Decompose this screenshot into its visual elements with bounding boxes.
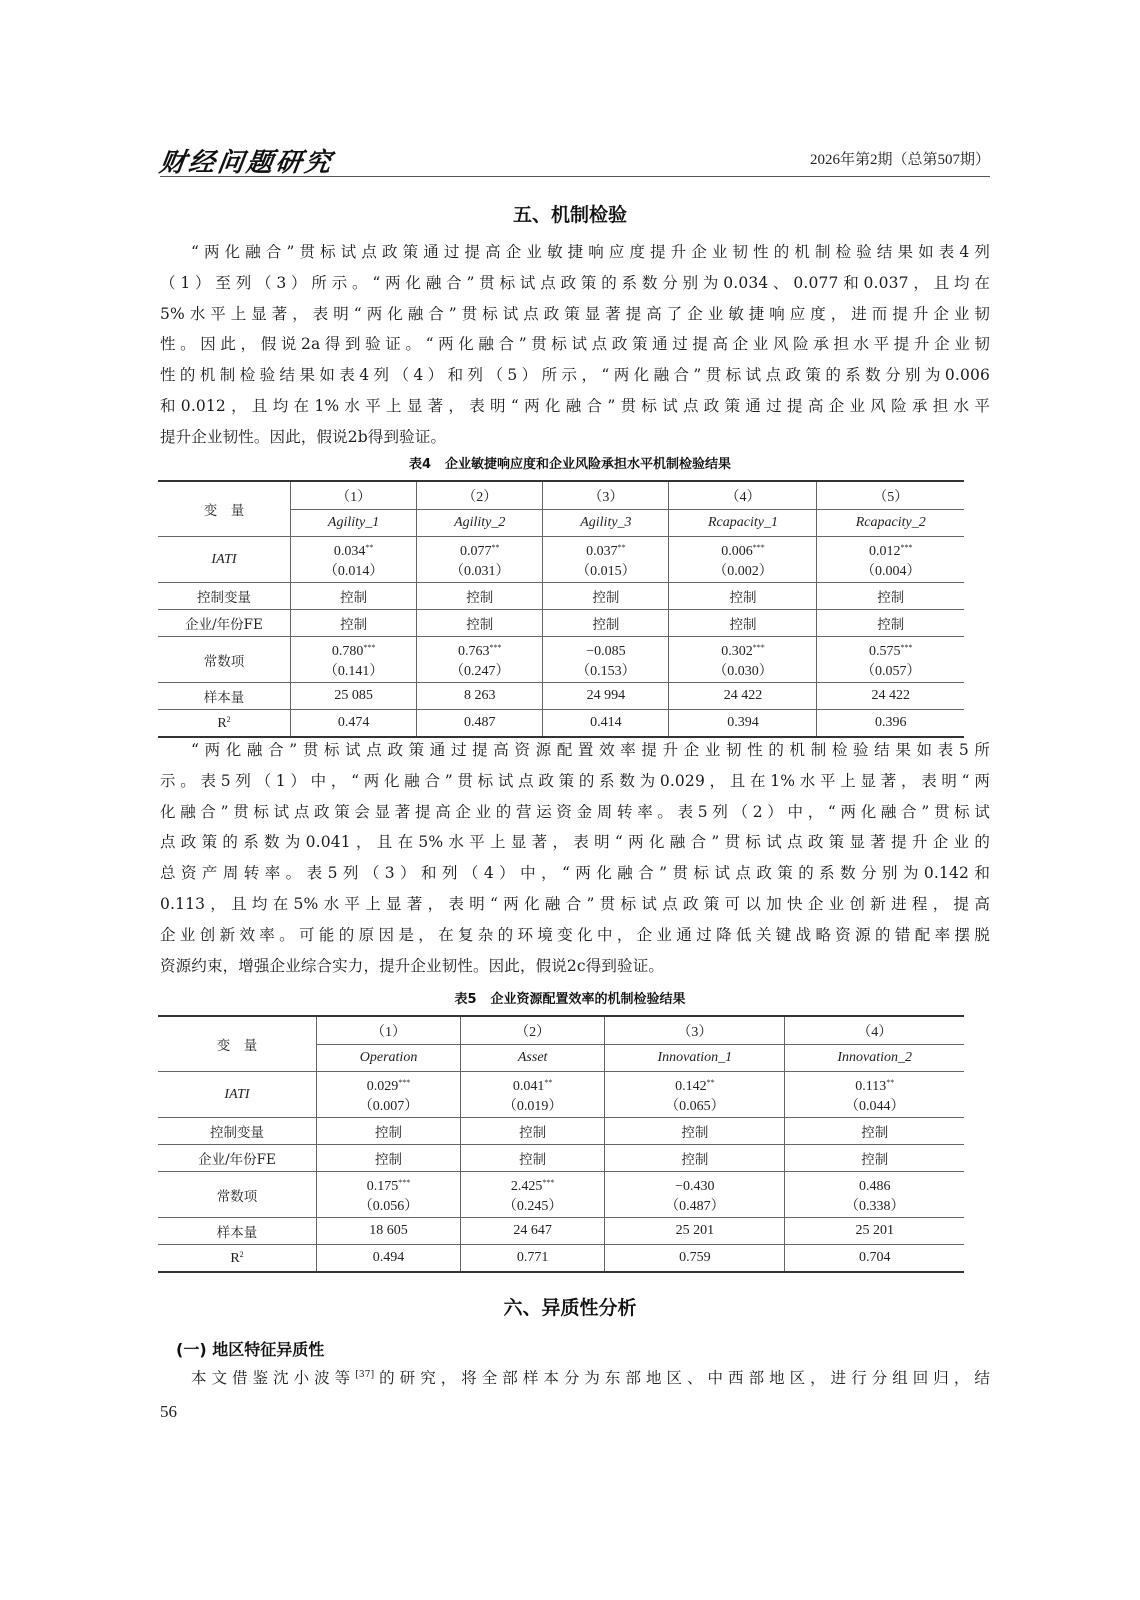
paragraph-heterogeneity (160, 1360, 990, 1394)
standard-error: （0.030） (713, 663, 773, 679)
coef-value: 0.575 (868, 643, 901, 659)
coef-block (461, 1173, 604, 1217)
section-title-mechanism: 五、机制检验 (512, 204, 627, 226)
coef-block (669, 638, 816, 682)
coef-block (543, 538, 668, 582)
coef-value: 0.029 (366, 1078, 399, 1094)
coefficient (543, 538, 668, 562)
journal-logo: 财经问题研究 (157, 148, 336, 178)
page-number: 56 (160, 1402, 177, 1421)
coefficient (669, 638, 816, 662)
coefficient (317, 1173, 460, 1197)
table-row-fe (158, 1145, 964, 1172)
column-number: （5） (817, 481, 964, 510)
standard-error: （0.015） (576, 563, 636, 579)
coef-block (291, 638, 416, 682)
standard-error: （0.487） (665, 1198, 725, 1214)
table-cell (461, 1072, 605, 1118)
row-label: IATI (158, 537, 291, 583)
table-cell (785, 1072, 964, 1118)
text-line: 总资产周转率。表5列（3）和列（4）中，“两化融合”贯标试点政策的系数分别为0.142和 (160, 864, 990, 883)
table-cell: 0.396 (817, 710, 964, 738)
significance-stars: *** (398, 1077, 411, 1087)
table5-caption (0, 988, 1140, 1007)
table4-caption (0, 453, 1140, 472)
coef-value: 0.077 (459, 543, 492, 559)
coef-value: 0.012 (868, 543, 901, 559)
table-cell: 25 201 (785, 1218, 964, 1245)
text-line: 资源约束，增强企业综合实力，提升企业韧性。因此，假说2c得到验证。 (160, 956, 664, 975)
standard-error: （0.004） (860, 563, 921, 579)
table-cell: 0.494 (317, 1245, 461, 1273)
table-cell: 24 422 (817, 683, 964, 710)
table-row-iati (158, 537, 964, 583)
text-line (160, 1360, 990, 1394)
section-title-heterogeneity: 六、异质性分析 (503, 1297, 637, 1319)
coef-value: 0.780 (331, 643, 364, 659)
table-cell: 25 085 (291, 683, 417, 710)
table-cell: 0.771 (461, 1245, 605, 1273)
row-label: 常数项 (158, 1172, 317, 1218)
table-cell: 0.474 (291, 710, 417, 738)
significance-stars: *** (489, 642, 502, 652)
dependent-variable: Rcapacity_2 (817, 510, 964, 537)
table-cell: 控制 (817, 583, 964, 610)
table-row-controls (158, 1118, 964, 1145)
coef-value: −0.430 (675, 1178, 715, 1194)
coef-block (291, 538, 416, 582)
table-row-controls (158, 583, 964, 610)
dependent-variable: Operation (317, 1045, 461, 1072)
column-number: （1） (317, 1016, 461, 1045)
table5 (158, 1015, 964, 1273)
table-row-const (158, 1172, 964, 1218)
text-line: （1）至列（3）所示。“两化融合”贯标试点政策的系数分别为0.034、0.077和0.037，且均在 (160, 273, 990, 292)
coef-value: 0.142 (675, 1078, 707, 1094)
table-cell: 控制 (605, 1118, 785, 1145)
table-cell (317, 1072, 461, 1118)
variable-header: 变 量 (158, 481, 291, 537)
significance-stars: *** (900, 642, 913, 652)
header-row (158, 1016, 964, 1045)
table-row-n (158, 1218, 964, 1245)
table-cell (669, 637, 817, 683)
coef-block (317, 1173, 460, 1217)
text-line: “两化融合”贯标试点政策通过提高资源配置效率提升企业韧性的机制检验结果如表5所 (191, 741, 990, 759)
text-fragment: 的研究，将全部样本分为东部地区、中西部地区，进行分组回归，结 (374, 1369, 990, 1387)
coefficient (291, 538, 416, 562)
table-row-r2 (158, 710, 964, 738)
coefficient (461, 1173, 604, 1197)
table-cell: 控制 (317, 1118, 461, 1145)
table-cell: 控制 (817, 610, 964, 637)
row-label (158, 710, 291, 738)
dependent-variable: Agility_2 (417, 510, 543, 537)
coef-block (785, 1173, 964, 1217)
text-line: 点政策的系数为0.041，且在5%水平上显著，表明“两化融合”贯标试点政策显著提升企业的 (160, 833, 990, 852)
table-cell: 0.487 (417, 710, 543, 738)
coefficient (817, 638, 964, 662)
variable-header: 变 量 (158, 1016, 317, 1072)
coef-value: 0.037 (586, 543, 618, 559)
standard-error: （0.014） (323, 563, 384, 579)
table-cell: 18 605 (317, 1218, 461, 1245)
table-cell: 控制 (317, 1145, 461, 1172)
significance-stars: ** (544, 1077, 553, 1087)
coefficient (543, 638, 668, 662)
significance-stars: *** (752, 642, 765, 652)
table-cell: 控制 (543, 583, 669, 610)
row-label: 常数项 (158, 637, 291, 683)
coef-value: 0.034 (333, 543, 366, 559)
table-cell: 控制 (605, 1145, 785, 1172)
coef-value: 0.041 (512, 1078, 545, 1094)
table-cell: 控制 (417, 610, 543, 637)
coefficient (461, 1073, 604, 1097)
table-cell: 0.704 (785, 1245, 964, 1273)
standard-error: （0.141） (323, 663, 384, 679)
coef-block (417, 538, 542, 582)
table-cell: 0.394 (669, 710, 817, 738)
coef-block (817, 538, 964, 582)
standard-error: （0.247） (449, 663, 510, 679)
table-cell (785, 1172, 964, 1218)
running-header (157, 140, 990, 178)
standard-error: （0.057） (860, 663, 921, 679)
significance-stars: ** (706, 1077, 715, 1087)
standard-error: （0.031） (449, 563, 510, 579)
standard-error: （0.338） (844, 1198, 905, 1214)
table-cell: 0.414 (543, 710, 669, 738)
table-cell: 控制 (785, 1118, 964, 1145)
coef-block (461, 1073, 604, 1117)
paragraph-mechanism-1 (160, 237, 990, 453)
coef-block (817, 638, 964, 682)
text-line: 和0.012，且均在1%水平上显著，表明“两化融合”贯标试点政策通过提高企业风险承担水平 (160, 396, 990, 415)
text-line: 企业创新效率。可能的原因是，在复杂的环境变化中，企业通过降低关键战略资源的错配率摆脱 (160, 925, 990, 944)
table-cell: 24 994 (543, 683, 669, 710)
table-cell (817, 537, 964, 583)
significance-stars: *** (752, 542, 765, 552)
standard-error: （0.245） (502, 1198, 563, 1214)
coefficient (605, 1173, 784, 1197)
table-cell: 控制 (291, 610, 417, 637)
table-cell (543, 537, 669, 583)
significance-stars: *** (398, 1177, 411, 1187)
coef-block (543, 638, 668, 682)
text-fragment: 本文借鉴沈小波等 (191, 1369, 356, 1387)
table-cell: 控制 (669, 610, 817, 637)
column-number: （3） (543, 481, 669, 510)
coef-value: 0.302 (721, 643, 753, 659)
text-line: 0.113，且均在5%水平上显著，表明“两化融合”贯标试点政策可以加快企业创新进程，提高 (160, 894, 990, 913)
text-line: 性的机制检验结果如表4列（4）和列（5）所示，“两化融合”贯标试点政策的系数分别为0.006 (160, 366, 990, 385)
coefficient (817, 538, 964, 562)
row-label-text: R (217, 715, 227, 731)
column-number: （4） (669, 481, 817, 510)
table-cell: 24 647 (461, 1218, 605, 1245)
subsection-title-region: (一) 地区特征异质性 (176, 1340, 325, 1359)
table-cell (291, 537, 417, 583)
significance-stars: *** (542, 1177, 555, 1187)
standard-error: （0.065） (665, 1098, 725, 1114)
standard-error: （0.056） (358, 1198, 419, 1214)
standard-error: （0.002） (713, 563, 773, 579)
table-cell: 控制 (785, 1145, 964, 1172)
table-cell: 0.759 (605, 1245, 785, 1273)
table-cell (605, 1072, 785, 1118)
row-label: 企业/年份FE (158, 610, 291, 637)
table-cell: 控制 (669, 583, 817, 610)
row-label (158, 1245, 317, 1273)
significance-stars: *** (900, 542, 913, 552)
significance-stars: ** (365, 542, 374, 552)
text-line: 示。表5列（1）中，“两化融合”贯标试点政策的系数为0.029，且在1%水平上显著，表明“两 (160, 771, 990, 790)
coef-value: 0.486 (858, 1178, 891, 1194)
table-cell: 控制 (461, 1118, 605, 1145)
dependent-variable: Asset (461, 1045, 605, 1072)
table4 (158, 480, 964, 738)
dependent-variable: Innovation_1 (605, 1045, 785, 1072)
text-line: 提升企业韧性。因此，假说2b得到验证。 (160, 427, 447, 446)
coefficient (669, 538, 816, 562)
coef-value: −0.085 (586, 643, 626, 659)
coef-block (605, 1173, 784, 1217)
coefficient (605, 1073, 784, 1097)
standard-error: （0.019） (502, 1098, 563, 1114)
table-row-iati (158, 1072, 964, 1118)
table5-title: 企业资源配置效率的机制检验结果 (490, 992, 686, 1007)
table4-number: 表4 (408, 457, 432, 472)
significance-stars: *** (363, 642, 376, 652)
row-label: IATI (158, 1072, 317, 1118)
column-number: （3） (605, 1016, 785, 1045)
coef-block (785, 1073, 964, 1117)
table5-number: 表5 (454, 992, 477, 1007)
text-line: 性。因此，假说2a得到验证。“两化融合”贯标试点政策通过提高企业风险承担水平提升企业韧 (160, 335, 990, 354)
significance-stars: ** (886, 1077, 895, 1087)
coef-value: 0.006 (721, 543, 753, 559)
standard-error: （0.044） (844, 1098, 905, 1114)
coef-block (417, 638, 542, 682)
header-row (158, 481, 964, 510)
text-line: “两化融合”贯标试点政策通过提高企业敏捷响应度提升企业韧性的机制检验结果如表4列 (191, 243, 990, 261)
row-label: 样本量 (158, 1218, 317, 1245)
table-cell (291, 637, 417, 683)
standard-error: （0.153） (576, 663, 636, 679)
table-row-n (158, 683, 964, 710)
table-cell: 25 201 (605, 1218, 785, 1245)
coef-value: 0.113 (855, 1078, 887, 1094)
coefficient (417, 538, 542, 562)
table-row-fe (158, 610, 964, 637)
column-number: （2） (417, 481, 543, 510)
coef-value: 0.763 (457, 643, 490, 659)
coefficient (291, 638, 416, 662)
table-cell (605, 1172, 785, 1218)
table-cell: 控制 (291, 583, 417, 610)
paragraph-mechanism-2 (160, 735, 990, 981)
table-cell: 控制 (543, 610, 669, 637)
coefficient (317, 1073, 460, 1097)
citation-ref[interactable]: [37] (355, 1370, 375, 1380)
column-number: （2） (461, 1016, 605, 1045)
dependent-variable: Innovation_2 (785, 1045, 964, 1072)
column-number: （4） (785, 1016, 964, 1045)
significance-stars: ** (617, 542, 626, 552)
standard-error: （0.007） (358, 1098, 419, 1114)
table-row-r2 (158, 1245, 964, 1273)
text-line: 5%水平上显著，表明“两化融合”贯标试点政策显著提高了企业敏捷响应度，进而提升企业韧 (160, 304, 990, 323)
row-label-sup: 2 (226, 714, 231, 724)
table-cell (669, 537, 817, 583)
table-cell (417, 537, 543, 583)
table-cell (817, 637, 964, 683)
table-cell (543, 637, 669, 683)
row-label: 企业/年份FE (158, 1145, 317, 1172)
coefficient (417, 638, 542, 662)
row-label-sup: 2 (239, 1249, 244, 1259)
table-cell (461, 1172, 605, 1218)
table-cell: 8 263 (417, 683, 543, 710)
dependent-variable: Agility_3 (543, 510, 669, 537)
column-number: （1） (291, 481, 417, 510)
coefficient (785, 1073, 964, 1097)
dependent-variable: Agility_1 (291, 510, 417, 537)
row-label: 样本量 (158, 683, 291, 710)
coefficient (785, 1173, 964, 1197)
table-cell (317, 1172, 461, 1218)
table-cell: 控制 (417, 583, 543, 610)
table4-title: 企业敏捷响应度和企业风险承担水平机制检验结果 (445, 457, 732, 472)
coef-block (317, 1073, 460, 1117)
row-label-text: R (230, 1250, 240, 1266)
coef-value: 0.175 (366, 1178, 399, 1194)
table-cell (417, 637, 543, 683)
row-label: 控制变量 (158, 1118, 317, 1145)
coef-value: 2.425 (510, 1178, 543, 1194)
table-cell: 24 422 (669, 683, 817, 710)
coef-block (605, 1073, 784, 1117)
significance-stars: ** (491, 542, 500, 552)
text-line: 化融合”贯标试点政策会显著提高企业的营运资金周转率。表5列（2）中，“两化融合”贯标试 (160, 802, 990, 821)
table-row-const (158, 637, 964, 683)
dependent-variable: Rcapacity_1 (669, 510, 817, 537)
issue-info: 2026年第2期（总第507期） (809, 152, 990, 168)
row-label: 控制变量 (158, 583, 291, 610)
table-cell: 控制 (461, 1145, 605, 1172)
coef-block (669, 538, 816, 582)
